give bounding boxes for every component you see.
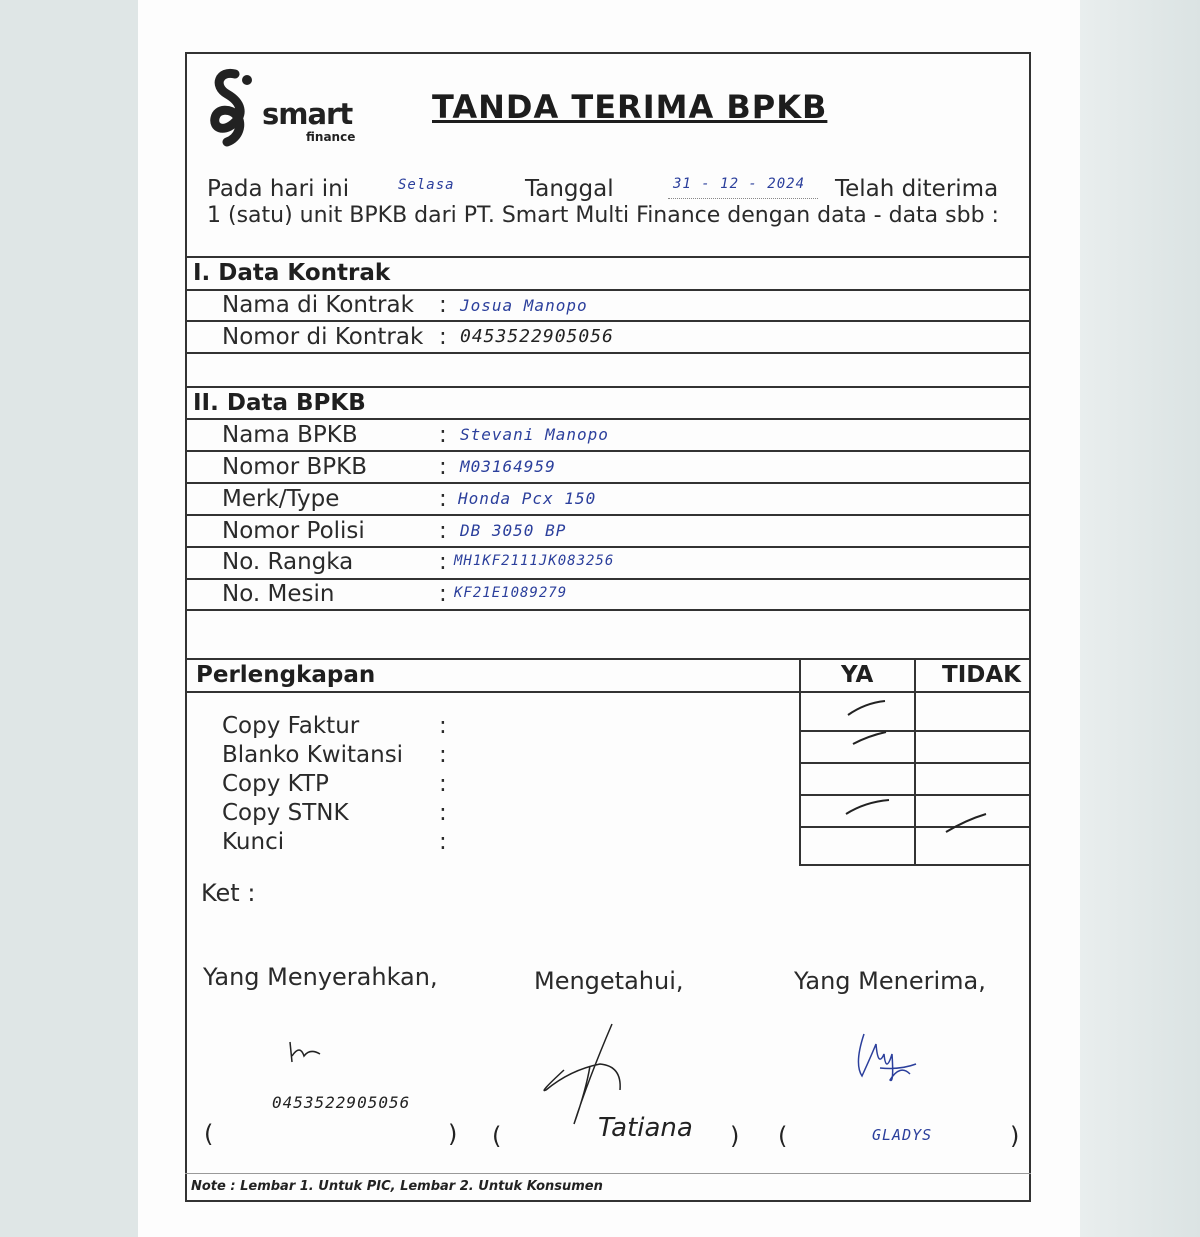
value-nama-bpkb: Stevani Manopo	[460, 425, 609, 444]
item-copy-stnk: Copy STNK	[222, 800, 349, 826]
column-ya: YA	[841, 662, 874, 688]
checkmark-icon	[845, 697, 889, 719]
value-nomor-bpkb: M03164959	[460, 457, 556, 476]
sign-mengetahui-label: Mengetahui,	[534, 967, 684, 995]
page-title: TANDA TERIMA BPKB	[432, 88, 828, 126]
signature-menyerahkan-note: 0453522905056	[272, 1093, 411, 1112]
label-nama-kontrak: Nama di Kontrak	[222, 292, 414, 318]
handwritten-day: Selasa	[398, 177, 455, 193]
ket-label: Ket :	[201, 879, 256, 907]
item-copy-faktur: Copy Faktur	[222, 713, 360, 739]
scan-background	[1080, 0, 1200, 1237]
value-merk-type: Honda Pcx 150	[458, 489, 597, 508]
section-perlengkapan: Perlengkapan	[196, 662, 376, 688]
intro-telah-diterima: Telah diterima	[835, 176, 999, 202]
checkmark-icon	[843, 796, 893, 818]
value-no-mesin: KF21E1089279	[454, 585, 568, 601]
footer-note: Note : Lembar 1. Untuk PIC, Lembar 2. Untuk Konsumen	[191, 1179, 603, 1194]
value-nomor-kontrak: 0453522905056	[460, 326, 614, 347]
column-tidak: TIDAK	[942, 662, 1021, 688]
value-no-rangka: MH1KF2111JK083256	[454, 553, 615, 569]
signature-menerima-name: GLADYS	[872, 1126, 933, 1144]
sign-menerima-label: Yang Menerima,	[794, 967, 986, 995]
label-no-rangka: No. Rangka	[222, 549, 354, 575]
item-kunci: Kunci	[222, 829, 285, 855]
intro-pada-hari-ini: Pada hari ini	[207, 176, 350, 202]
item-copy-ktp: Copy KTP	[222, 771, 329, 797]
value-nama-kontrak: Josua Manopo	[460, 296, 588, 315]
label-merk-type: Merk/Type	[222, 486, 340, 512]
logo-wordmark: smart	[262, 97, 353, 131]
intro-tanggal-label: Tanggal	[525, 176, 614, 202]
smart-finance-logo-icon	[205, 68, 265, 148]
item-blanko-kwitansi: Blanko Kwitansi	[222, 742, 404, 768]
sign-menyerahkan-label: Yang Menyerahkan,	[203, 963, 438, 991]
handwritten-date: 31 - 12 - 2024	[673, 176, 806, 192]
logo-subtext: finance	[306, 130, 356, 144]
section-data-kontrak: I. Data Kontrak	[193, 260, 391, 286]
section-data-bpkb: II. Data BPKB	[193, 390, 366, 416]
label-no-mesin: No. Mesin	[222, 581, 335, 607]
checkmark-icon	[942, 810, 990, 836]
label-nomor-polisi: Nomor Polisi	[222, 518, 365, 544]
value-nomor-polisi: DB 3050 BP	[460, 521, 567, 540]
signature-mengetahui-name: Tatiana	[598, 1113, 693, 1143]
signature-menerima-icon	[850, 1024, 920, 1088]
intro-line-2: 1 (satu) unit BPKB dari PT. Smart Multi Finance dengan data - data sbb :	[207, 203, 999, 228]
label-nomor-bpkb: Nomor BPKB	[222, 454, 368, 480]
checkmark-icon	[850, 728, 890, 748]
label-nomor-kontrak: Nomor di Kontrak	[222, 324, 424, 350]
signature-menyerahkan-icon	[286, 1038, 326, 1066]
label-nama-bpkb: Nama BPKB	[222, 422, 358, 448]
